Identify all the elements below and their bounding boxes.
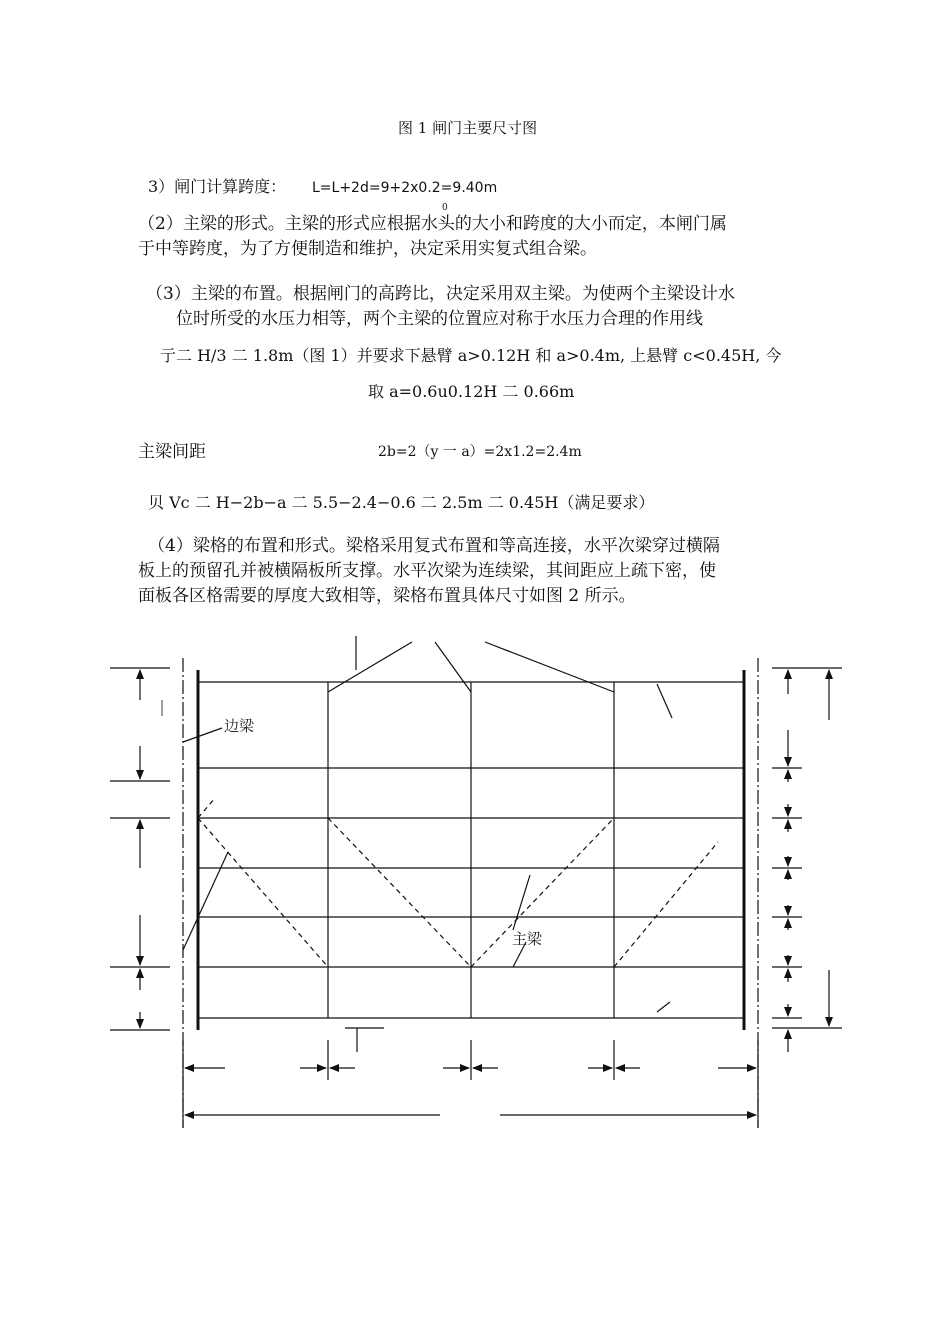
edge-beam-label: 边梁 xyxy=(224,717,255,735)
para4-line3: 面板各区格需要的厚度大致相等，梁格布置具体尺寸如图 2 所示。 xyxy=(138,586,636,606)
leader xyxy=(513,875,530,930)
item3-subscript: 0 xyxy=(442,203,448,213)
check-line: 贝 Vc 二 H−2b−a 二 5.5−2.4−0.6 二 2.5m 二 0.45H（满足要求） xyxy=(148,493,655,512)
para3-line4: 取 a=0.6u0.12H 二 0.66m xyxy=(368,382,575,401)
item3-label: 3）闸门计算跨度： xyxy=(148,177,287,196)
leader xyxy=(485,642,614,692)
leader xyxy=(657,1002,670,1012)
para4-line1: （4）梁格的布置和形式。梁格采用复式布置和等高连接，水平次梁穿过横隔 xyxy=(148,536,720,556)
para3-line2: 位时所受的水压力相等，两个主梁的位置应对称于水压力合理的作用线 xyxy=(176,309,703,329)
item3-formula: L=L+2d=9+2x0.2=9.40m xyxy=(312,180,498,196)
leader xyxy=(435,642,471,692)
main-beam-label: 主梁 xyxy=(512,930,543,948)
para4-line2: 板上的预留孔并被横隔板所支撑。水平次梁为连续梁，其间距应上疏下密，使 xyxy=(138,561,716,581)
para3-line3: 亍二 H/3 二 1.8m（图 1）并要求下悬臂 a>0.12H 和 a>0.4m, 上悬臂 c<0.45H, 今 xyxy=(160,346,782,365)
para2-line1: （2）主梁的形式。主梁的形式应根据水头的大小和跨度的大小而定，本闸门属 xyxy=(138,214,727,234)
bracing xyxy=(198,798,718,967)
leader xyxy=(183,728,222,742)
para2-line2: 于中等跨度，为了方便制造和维护，决定采用实复式组合梁。 xyxy=(138,239,597,259)
leader xyxy=(657,684,672,718)
spacing-label: 主梁间距 xyxy=(138,442,206,462)
leader xyxy=(328,642,412,692)
spacing-formula: 2b=2（y 一 a）=2x1.2=2.4m xyxy=(378,444,582,460)
leader xyxy=(183,852,228,950)
para3-line1: （3）主梁的布置。根据闸门的高跨比，决定采用双主梁。为使两个主梁设计水 xyxy=(146,284,735,304)
figure1-caption: 图 1 闸门主要尺寸图 xyxy=(398,119,538,137)
